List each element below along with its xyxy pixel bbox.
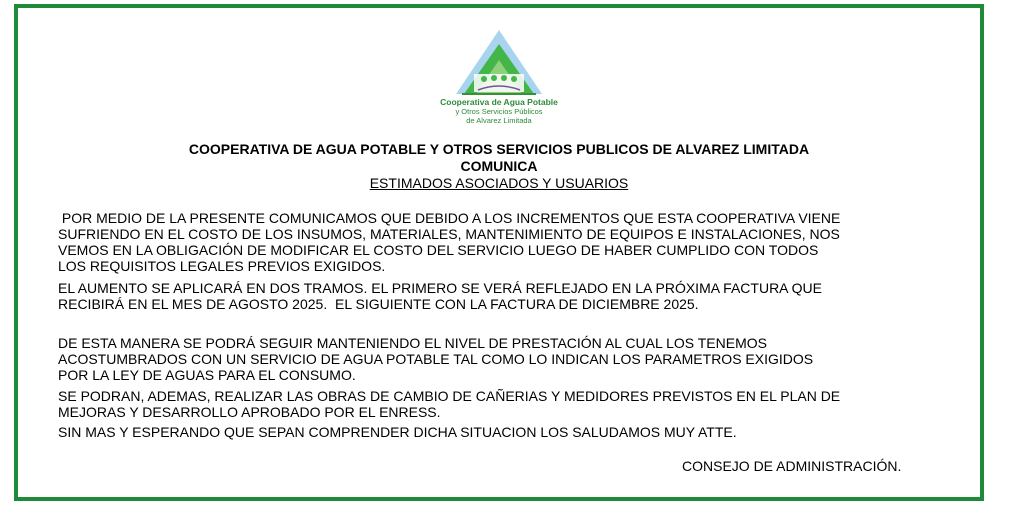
notice-title: COOPERATIVA DE AGUA POTABLE Y OTROS SERVICIOS PUBLICOS DE ALVAREZ LIMITADA	[188, 141, 810, 157]
cooperative-logo	[418, 24, 580, 136]
logo-text-line-3: de Alvarez Limitada	[466, 116, 532, 125]
signature: CONSEJO DE ADMINISTRACIÓN.	[682, 458, 902, 474]
paragraph-2-line: RECIBIRÁ EN EL MES DE AGOSTO 2025. EL SIGUIENTE CON LA FACTURA DE DICIEMBRE 2025.	[58, 296, 699, 312]
paragraph-2-line: EL AUMENTO SE APLICARÁ EN DOS TRAMOS. EL PRIMERO SE VERÁ REFLEJADO EN LA PRÓXIMA FACTURA QUE	[58, 280, 822, 296]
notice-greeting: ESTIMADOS ASOCIADOS Y USUARIOS	[369, 175, 629, 191]
paragraph-4	[58, 388, 928, 420]
paragraph-4-line: MEJORAS Y DESARROLLO APROBADO POR EL ENRESS.	[58, 404, 441, 420]
logo-text-line-1: Cooperativa de Agua Potable	[440, 97, 558, 107]
paragraph-1-line: LOS REQUISITOS LEGALES PREVIOS EXIGIDOS.	[58, 258, 386, 274]
notice-frame	[14, 4, 984, 501]
paragraph-1-line: VEMOS EN LA OBLIGACIÓN DE MODIFICAR EL COSTO DEL SERVICIO LUEGO DE HABER CUMPLIDO CON TODOS	[58, 242, 819, 258]
paragraph-1-line: POR MEDIO DE LA PRESENTE COMUNICAMOS QUE DEBIDO A LOS INCREMENTOS QUE ESTA COOPERATIVA VIENE	[58, 210, 841, 226]
paragraph-3-line: ACOSTUMBRADOS CON UN SERVICIO DE AGUA POTABLE TAL COMO LO INDICAN LOS PARAMETROS EXIGIDOS	[58, 351, 814, 367]
paragraph-3-line: DE ESTA MANERA SE PODRÁ SEGUIR MANTENIENDO EL NIVEL DE PRESTACIÓN AL CUAL LOS TENEMOS	[58, 335, 767, 351]
logo-mark-icon	[418, 24, 580, 99]
paragraph-3	[58, 335, 928, 383]
paragraph-4-line: SE PODRAN, ADEMAS, REALIZAR LAS OBRAS DE CAMBIO DE CAÑERIAS Y MEDIDORES PREVISTOS EN EL PLAN DE	[58, 388, 841, 404]
paragraph-3-line: POR LA LEY DE AGUAS PARA EL CONSUMO.	[58, 367, 356, 383]
logo-text-line-2: y Otros Servicios Públicos	[455, 107, 543, 116]
paragraph-1-line: SUFRIENDO EN EL COSTO DE LOS INSUMOS, MATERIALES, MANTENIMIENTO DE EQUIPOS E INSTALACIONES, NOS	[58, 226, 840, 242]
paragraph-2	[58, 280, 928, 312]
paragraph-5: SIN MAS Y ESPERANDO QUE SEPAN COMPRENDER DICHA SITUACION LOS SALUDAMOS MUY ATTE.	[58, 424, 737, 440]
notice-subtitle: COMUNICA	[460, 158, 538, 174]
paragraph-1	[58, 210, 928, 274]
